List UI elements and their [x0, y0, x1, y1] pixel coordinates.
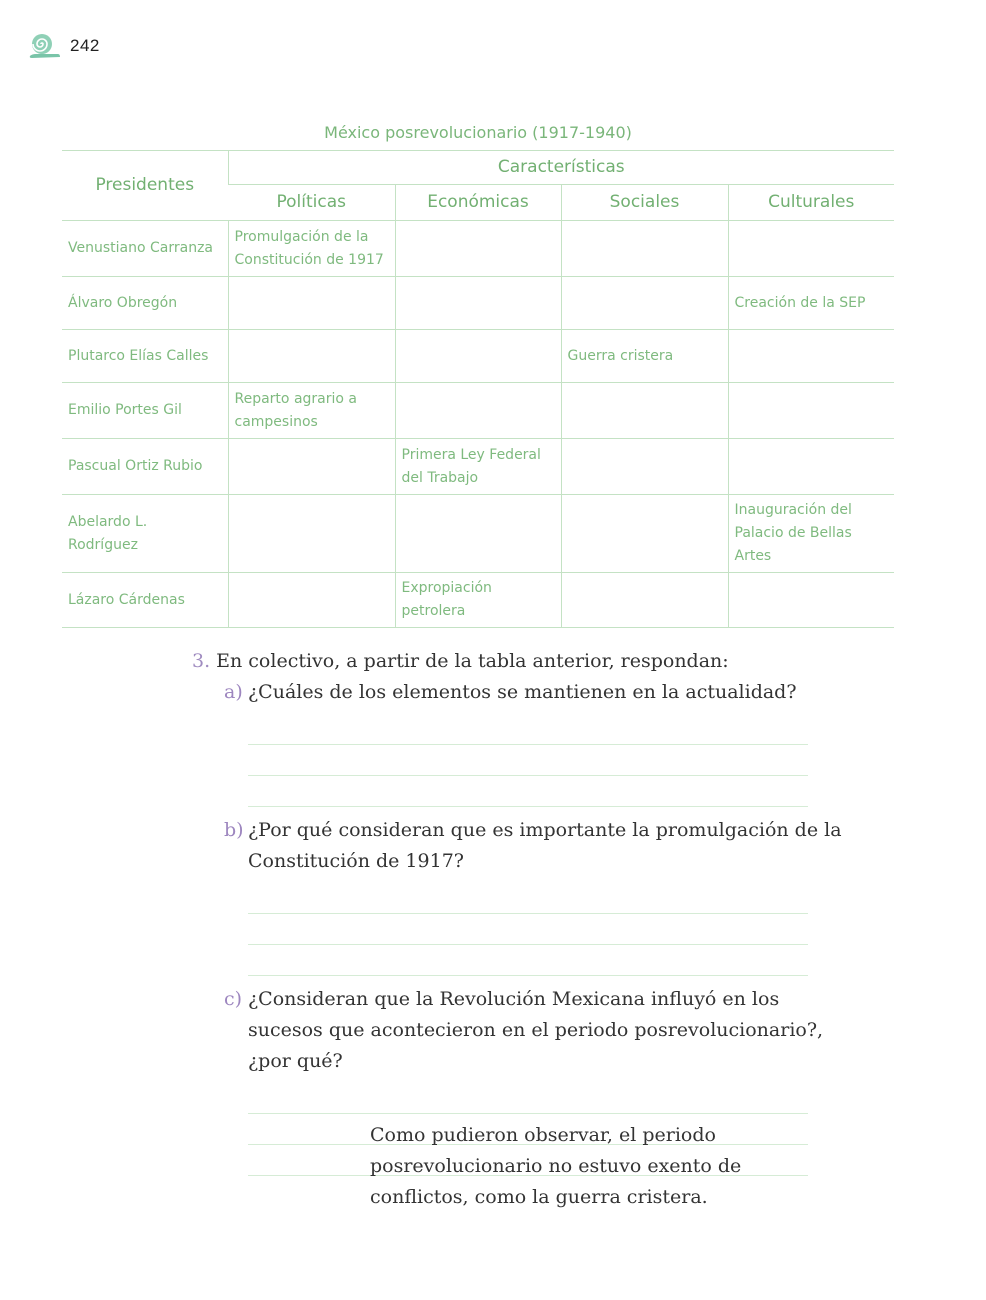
sociales-cell: Guerra cristera: [561, 330, 728, 383]
table-row: [62, 383, 894, 439]
answer-line[interactable]: [248, 1083, 808, 1114]
table-row: [62, 221, 894, 277]
culturales-cell: [728, 221, 894, 277]
politicas-cell: [228, 277, 395, 330]
activity-section: [192, 646, 842, 1184]
closing-paragraph: Como pudieron observar, el periodo posrevolucionario no estuvo exento de conflictos, como la guerra cristera.: [370, 1124, 742, 1208]
question-a: [224, 677, 842, 708]
question-letter: c): [224, 988, 243, 1010]
answer-line[interactable]: [248, 776, 808, 807]
economicas-cell: Primera Ley Federal del Trabajo: [395, 439, 561, 495]
answer-line[interactable]: [248, 883, 808, 914]
table-row: [62, 277, 894, 330]
activity-number: 3.: [192, 650, 211, 672]
politicas-cell: [228, 573, 395, 628]
economicas-cell: [395, 277, 561, 330]
header-culturales: Culturales: [728, 185, 894, 221]
politicas-cell: [228, 330, 395, 383]
question-letter: a): [224, 681, 243, 703]
president-cell: Pascual Ortiz Rubio: [62, 439, 228, 495]
president-cell: Emilio Portes Gil: [62, 383, 228, 439]
header-presidents: Presidentes: [62, 151, 228, 221]
president-cell: Abelardo L. Rodríguez: [62, 495, 228, 573]
president-cell: Plutarco Elías Calles: [62, 330, 228, 383]
president-cell: Álvaro Obregón: [62, 277, 228, 330]
sociales-cell: [561, 495, 728, 573]
politicas-cell: [228, 495, 395, 573]
economicas-cell: Expropiación petrolera: [395, 573, 561, 628]
politicas-cell: [228, 439, 395, 495]
sociales-cell: [561, 573, 728, 628]
table-row: [62, 439, 894, 495]
sociales-cell: [561, 439, 728, 495]
answer-line[interactable]: [248, 914, 808, 945]
politicas-cell: Promulgación de la Constitución de 1917: [228, 221, 395, 277]
president-cell: Venustiano Carranza: [62, 221, 228, 277]
activity-intro: [192, 646, 842, 677]
culturales-cell: Creación de la SEP: [728, 277, 894, 330]
question-letter: b): [224, 819, 244, 841]
sociales-cell: [561, 277, 728, 330]
question-text: ¿Por qué consideran que es importante la promulgación de la Constitución de 1917?: [248, 819, 842, 872]
sociales-cell: [561, 221, 728, 277]
table-row: [62, 495, 894, 573]
presidents-table: [62, 150, 894, 628]
activity-intro-text: En colectivo, a partir de la tabla anterior, respondan:: [216, 650, 729, 672]
header-characteristics: Características: [228, 151, 894, 185]
economicas-cell: [395, 383, 561, 439]
header-politicas: Políticas: [228, 185, 395, 221]
answer-line[interactable]: [248, 714, 808, 745]
economicas-cell: [395, 221, 561, 277]
question-text: ¿Consideran que la Revolución Mexicana influyó en los sucesos que acontecieron en el periodo posrevolucionario?, ¿por qué?: [248, 988, 824, 1072]
culturales-cell: Inauguración del Palacio de Bellas Artes: [728, 495, 894, 573]
page-number-area: [28, 32, 100, 60]
economicas-cell: [395, 495, 561, 573]
question-text: ¿Cuáles de los elementos se mantienen en la actualidad?: [248, 681, 797, 703]
president-cell: Lázaro Cárdenas: [62, 573, 228, 628]
politicas-cell: Reparto agrario a campesinos: [228, 383, 395, 439]
culturales-cell: [728, 330, 894, 383]
snail-spiral-icon: [28, 32, 62, 60]
answer-line[interactable]: [248, 745, 808, 776]
table-row: [62, 330, 894, 383]
answer-lines-a[interactable]: [248, 714, 808, 807]
question-b: [224, 815, 842, 877]
header-economicas: Económicas: [395, 185, 561, 221]
sociales-cell: [561, 383, 728, 439]
table-title: México posrevolucionario (1917-1940): [324, 123, 632, 142]
answer-line[interactable]: [248, 945, 808, 976]
culturales-cell: [728, 439, 894, 495]
economicas-cell: [395, 330, 561, 383]
page-number: 242: [70, 36, 100, 55]
question-c: [224, 984, 842, 1077]
header-sociales: Sociales: [561, 185, 728, 221]
culturales-cell: [728, 573, 894, 628]
answer-lines-b[interactable]: [248, 883, 808, 976]
culturales-cell: [728, 383, 894, 439]
table-row: [62, 573, 894, 628]
